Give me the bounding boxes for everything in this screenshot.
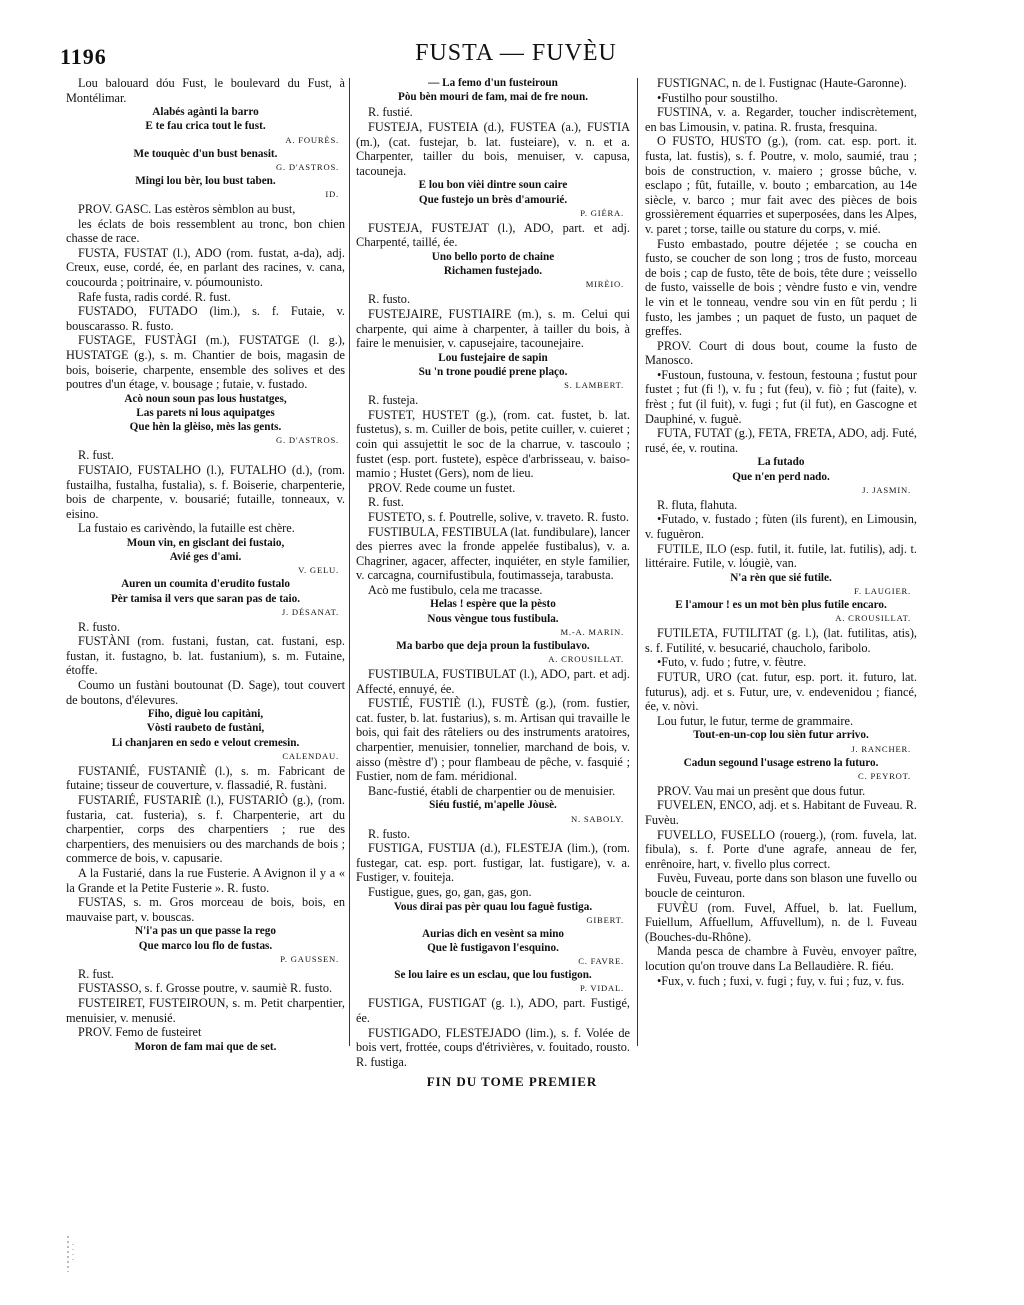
dictionary-entry: Rafe fusta, radis cordé. R. fust.: [78, 289, 231, 304]
dictionary-entry: FUSTIÉ, FUSTIÈ (l.), FUSTÈ (g.), (rom. fustier, cat. fuster, b. lat. fustarius), s. m. Artisan qui travaille le bois, qui fait des râteliers ou des instruments aratoires, charpentier, menuisier, tonnelier, marchand de bois, v. aisso (mèstre d') ; pour flambeau de pêche, v. fasquié ; Fustier, nom de fam. méridional.: [356, 696, 630, 784]
citation-author: J. JASMIN.: [862, 484, 911, 495]
citation-verse: E lou bon vièi dintre soun caire: [418, 179, 568, 192]
citation-verse: Richamen fustejado.: [443, 265, 543, 278]
dictionary-entry: FUSTIBULA, FESTIBULA (lat. fundibulare), lancer des pierres avec la fronde appelée fustibalus), v. a. Chagriner, agacer, affecter, inquiéter, en style familier, v. carcagna, cournifustibula, foutimasseja, tarabusta.: [356, 524, 630, 583]
dictionary-entry: •Futado, v. fustado ; fùten (ils furent), en Limousin, v. fuguèron.: [645, 512, 917, 542]
citation-author: ID.: [325, 189, 339, 199]
column-2: [356, 76, 630, 1069]
citation-verse: Lou fustejaire de sapin: [438, 351, 548, 364]
citation-verse: Que marco lou flo de fustas.: [138, 939, 273, 952]
citation-verse: E te fau crica tout le fust.: [145, 120, 266, 133]
dictionary-entry: Acò me fustibulo, cela me tracasse.: [368, 582, 543, 597]
dictionary-entry: PROV. Femo de fusteiret: [78, 1025, 202, 1040]
citation-author: P. VIDAL.: [579, 983, 624, 994]
dictionary-entry: FUSTADO, FUTADO (lim.), s. f. Futaie, v. bouscarasso. R. fusto.: [66, 304, 345, 333]
dictionary-entry: FUSTIGADO, FLESTEJADO (lim.), s. f. Volée de bois vert, frottée, coups d'étrivières, v. fouitado, rousto. R. fustiga.: [356, 1025, 630, 1069]
citation-verse: La futado: [757, 456, 805, 469]
citation-verse: Pèr tamisa il vers que saran pas de taio.: [110, 592, 301, 605]
citation-verse: N'a rèn que sié futile.: [730, 571, 832, 584]
citation-verse: Acò noun soun pas lous hustatges,: [124, 392, 287, 405]
dictionary-entry: R. fluta, flahuta.: [657, 497, 738, 512]
citation-verse: Las parets ni lous aquipatges: [136, 406, 275, 419]
dictionary-entry: Coumo un fustàni boutounat (D. Sage), tout couvert de boutons, d'élevures.: [66, 678, 345, 707]
margin-smudge: [62, 1234, 82, 1274]
dictionary-entry: FUTILE, ILO (esp. futil, it. futile, lat. futilis), adj. t. littéraire. Futile, v. lóugiè, van.: [645, 541, 917, 571]
dictionary-entry: FUVELEN, ENCO, adj. et s. Habitant de Fuveau. R. Fuvèu.: [645, 798, 917, 827]
dictionary-entry: FUSTIGA, FUSTIJA (d.), FLESTEJA (lim.), (rom. fustegar, cat. esp. port. fustigar, lat. fustigare), v. a. Fustiger, v. fouiteja.: [356, 841, 630, 885]
citation-verse: Pòu bèn mouri de fam, mai de fre noun.: [398, 91, 588, 104]
citation-verse: E l'amour ! es un mot bèn plus futile encaro.: [675, 599, 887, 612]
citation-verse: Li chanjaren en sedo e velout cremesin.: [111, 736, 300, 749]
dictionary-entry: R. fust.: [78, 448, 114, 463]
dictionary-entry: FUTILETA, FUTILITAT (g. l.), (lat. futilitas, atis), s. f. Futilité, v. besucarié, chaucholo, faribolo.: [645, 626, 917, 655]
dictionary-entry: PROV. Court di dous bout, coume la fusto de Manosco.: [645, 338, 917, 368]
citation-author: A. CROUSILLAT.: [835, 613, 911, 624]
citation-verse: Siéu fustié, m'apelle Jòusè.: [429, 799, 557, 812]
dictionary-entry: R. fusto.: [368, 292, 411, 307]
citation-author: M.-A. MARIN.: [560, 626, 624, 637]
citation-verse: N'i'a pas un que passe la rego: [135, 925, 276, 938]
dictionary-entry: FUSTIBULA, FUSTIBULAT (l.), ADO, part. et adj. Affecté, ennuyé, ée.: [356, 667, 630, 696]
citation-verse: Vòsti raubeto de fustàni,: [146, 722, 265, 735]
dictionary-entry: FUSTEJA, FUSTEJAT (l.), ADO, part. et adj. Charpenté, taillé, ée.: [356, 220, 630, 250]
column-1: [66, 76, 345, 1076]
citation-author: V. GELU.: [298, 565, 339, 576]
citation-verse: Moron de fam mai que de set.: [134, 1040, 277, 1053]
dictionary-entry: Manda pesca de chambre à Fuvèu, envoyer paître, locution qu'on trouve dans La Bellaudière. R. fiéu.: [645, 944, 917, 973]
citation-verse: Que fustejo un brès d'amourié.: [418, 193, 568, 206]
dictionary-entry: FUSTAGE, FUSTÀGI (m.), FUSTATGE (l. g.), HUSTATGE (g.), s. m. Chantier de bois, magasin de bois, boiserie, charpente, ensemble des solives et des poutres d'un étage, v. bousage ; futaie, v. fustado.: [66, 333, 345, 392]
end-of-volume-note: FIN DU TOME PREMIER: [426, 1074, 598, 1089]
citation-verse: Que hèn la glèiso, mès las gents.: [129, 421, 282, 434]
citation-verse: Me touquèc d'un bust benasit.: [133, 147, 278, 160]
citation-verse: Que lè fustigavon l'esquino.: [427, 942, 559, 954]
dictionary-entry: Lou futur, le futur, terme de grammaire.: [657, 713, 854, 728]
citation-verse: Helas ! espère que la pèsto: [430, 598, 556, 611]
dictionary-entry: FUSTAS, s. m. Gros morceau de bois, bois, en mauvaise part, v. bouscas.: [66, 895, 345, 924]
page-header: [60, 40, 972, 76]
dictionary-entry: Fuvèu, Fuveau, porte dans son blason une fuvello ou boucle de ceinturon.: [645, 871, 917, 900]
dictionary-entry: FUSTASSO, s. f. Grosse poutre, v. saumiè R. fusto.: [78, 981, 333, 996]
page-number: 1196: [60, 44, 107, 69]
citation-verse: Vous dirai pas pèr quau lou faguè fustiga.: [393, 900, 593, 913]
dictionary-entry: FUSTA, FUSTAT (l.), ADO (rom. fustat, a-da), adj. Creux, euse, cordé, ée, en parlant des racines, v. cana, coucourda ; poitrinaire, v. póumounisto.: [66, 245, 345, 289]
citation-verse: Mingi lou bèr, lou bust taben.: [135, 174, 276, 187]
dictionary-entry: •Fustoun, fustouna, v. festoun, festouna ; fustut pour fustet ; fut (fi !), v. fu ; fut (feu), v. fiò ; fut (faite), v. frèst ; fut (il fuit), v. fugi ; fut (il fut), en Gascogne et Dauphiné, v. fuguè.: [645, 367, 917, 426]
column-3: [645, 76, 917, 1076]
dictionary-entry: FUSTAIO, FUSTALHO (l.), FUTALHO (d.), (rom. fustailha, fustalha, fustalia), s. f. Boiserie, charpenterie, bois de charpente, v. bousarié; futaille, tonneaux, v. eisino.: [66, 462, 345, 521]
citation-author: S. LAMBERT.: [564, 380, 624, 391]
citation-verse: Ma barbo que deja proun la fustibulavo.: [396, 639, 590, 652]
citation-author: A. FOURÈS.: [285, 134, 339, 145]
citation-author: A. CROUSILLAT.: [548, 654, 624, 665]
citation-verse: Se lou laire es un esclau, que lou fustigon.: [394, 969, 592, 982]
dictionary-entry: R. fusto.: [78, 619, 121, 634]
dictionary-entry: PROV. Vau mai un presènt que dous futur.: [657, 783, 866, 798]
citation-verse: Moun vin, en gisclant dei fustaio,: [126, 536, 285, 549]
dictionary-entry: FUSTEJAIRE, FUSTIAIRE (m.), s. m. Celui qui charpente, qui aime à charpenter, à tailler du bois, à faire le menuisier, v. capusejaire, tacounejaire.: [356, 306, 630, 351]
dictionary-entry: R. fust.: [368, 495, 404, 510]
citation-author: MIRÈIO.: [585, 279, 624, 290]
citation-verse: Auren un coumita d'erudito fustalo: [121, 578, 290, 591]
dictionary-entry: FUSTEIRET, FUSTEIROUN, s. m. Petit charpentier, menuisier, v. menusié.: [66, 996, 345, 1025]
citation-verse: Que n'en perd nado.: [732, 470, 830, 483]
citation-author: CALENDAU.: [282, 750, 339, 761]
dictionary-entry: R. fusto.: [368, 826, 411, 841]
dictionary-entry: •Fustilho pour soustilho.: [657, 90, 778, 105]
dictionary-entry: R. fusteja.: [368, 393, 419, 408]
citation-verse: — La femo d'un fusteiroun: [428, 77, 558, 89]
citation-author: GIBERT.: [586, 914, 624, 925]
dictionary-entry: FUSTÀNI (rom. fustani, fustan, cat. fustani, esp. fustan, it. fustagno, b. lat. fustanium), s. m. Futaine, étoffe.: [66, 634, 345, 678]
dictionary-entry: les éclats de bois ressemblent au tronc, bon chien chasse de race.: [66, 216, 345, 246]
citation-author: N. SABOLY.: [570, 813, 624, 824]
dictionary-entry: Lou balouard dóu Fust, le boulevard du Fust, à Montélimar.: [66, 76, 345, 105]
dictionary-entry: FUVELLO, FUSELLO (rouerg.), (rom. fuvela, lat. fibula), s. f. Porte d'une agrafe, anneau de fer, enrênoire, hart, v. fivello plus correct.: [645, 827, 917, 871]
column-rule-left: [349, 78, 350, 1046]
running-head: FUSTA — FUVÈU: [415, 40, 617, 66]
dictionary-entry: PROV. GASC. Las estèros sèmblon au bust,: [78, 202, 296, 216]
citation-author: G. D'ASTROS.: [276, 161, 339, 172]
dictionary-entry: FUSTET, HUSTET (g.), (rom. cat. fustet, b. lat. fustetus), s. m. Cuiller de bois, petite cuiller, v. cuieret ; coin qui assujettit le soc de la charrue, v. tascoulo ; fustet (esp. port. fustete), espèce d'arbrisseau, v. baiso-mamio ; Hustet (Gers), nom de lieu.: [356, 407, 630, 481]
citation-author: G. D'ASTROS.: [276, 435, 339, 446]
citation-author: F. LAUGIER.: [853, 586, 911, 597]
dictionary-entry: FUTA, FUTAT (g.), FETA, FRETA, ADO, adj. Futé, rusé, ée, v. routina.: [645, 426, 917, 455]
dictionary-entry: FUSTIGNAC, n. de l. Fustignac (Haute-Garonne).: [657, 76, 907, 90]
citation-author: P. GIÉRA.: [580, 207, 624, 218]
dictionary-entry: Banc-fustié, établi de charpentier ou de menuisier.: [368, 783, 616, 798]
dictionary-entry: FUTUR, URO (cat. futur, esp. port. it. futuro, lat. futurus), adj. et s. Futur, ure, v. endevenidou ; fiancé, ée, v. nòvi.: [645, 670, 917, 714]
dictionary-entry: R. fustié.: [368, 105, 413, 120]
dictionary-entry: FUSTETO, s. f. Poutrelle, solive, v. traveto. R. fusto.: [368, 509, 629, 524]
dictionary-entry: FUSTIGA, FUSTIGAT (g. l.), ADO, part. Fustigé, ée.: [356, 996, 630, 1025]
dictionary-entry: PROV. Rede coume un fustet.: [368, 480, 516, 495]
citation-verse: Uno bello porto de chaine: [431, 250, 555, 263]
citation-verse: Fiho, diguè lou capitàni,: [147, 708, 264, 721]
dictionary-entry: •Fux, v. fuch ; fuxi, v. fugi ; fuy, v. fui ; fuz, v. fus.: [657, 973, 905, 988]
citation-verse: Avié ges d'ami.: [169, 551, 242, 564]
dictionary-entry: FUSTANIÉ, FUSTANIÈ (l.), s. m. Fabricant de futaine; tisseur de couverture, v. flassadié, R. fustàni.: [66, 763, 345, 793]
citation-author: C. FAVRE.: [578, 956, 624, 967]
dictionary-entry: O FUSTO, HUSTO (g.), (rom. cat. esp. port. it. fusta, lat. fustis), s. f. Poutre, v. molo, saumié, trau ; bois de construction, v. maiero ; grosse bûche, v. esclapo ; fût, futaille, v. bouto ; embarcation, au 14e siècle, v. barco ; mur fait avec des pièces de bois grossièrement équarries et superposées, dans les Alpes, v. paret ; torse, taille ou stature du corps, v. mié.: [645, 134, 917, 236]
dictionary-entry: FUSTINA, v. a. Regarder, toucher indiscrètement, en bas Limousin, v. patina. R. frusta, fresquina.: [645, 105, 917, 134]
dictionary-entry: A la Fustarié, dans la rue Fusterie. A Avignon il y a « la Grande et la Petite Fusterie ». R. fusto.: [66, 866, 345, 895]
citation-verse: Aurias dich en vesènt sa mino: [421, 927, 565, 940]
dictionary-entry: FUSTARIÉ, FUSTARIÈ (l.), FUSTARIÒ (g.), (rom. fustaria, cat. fusteria), s. f. Charpenterie, art du charpentier, corps des charpentiers ; rue des charpentiers, des menuisiers ou des marchands de bois ; commerce de bois, v. capusarie.: [66, 793, 345, 866]
citation-verse: Alabés agànti la barro: [152, 106, 259, 119]
dictionary-entry: FUSTEJA, FUSTEIA (d.), FUSTEA (a.), FUSTIA (m.), (cat. fustejar, b. lat. fusteiare), v. n. et a. Charpenter, tailler du bois, menuiser, v. capusa, tacouneja.: [356, 120, 630, 178]
citation-author: J. DÉSANAT.: [281, 606, 339, 617]
dictionary-entry: R. fust.: [78, 966, 114, 981]
citation-author: J. RANCHER.: [851, 743, 911, 754]
citation-author: C. PEYROT.: [858, 770, 911, 781]
citation-verse: Tout-en-un-cop lou sièn futur arrivo.: [693, 729, 869, 742]
citation-verse: Cadun segound l'usage estreno la futuro.: [683, 756, 879, 769]
dictionary-entry: La fustaio es carivèndo, la futaille est chère.: [78, 521, 295, 536]
dictionary-entry: •Futo, v. fudo ; futre, v. fèutre.: [657, 655, 807, 670]
citation-verse: Nous vèngue tous fustibula.: [427, 612, 559, 625]
citation-author: P. GAUSSEN.: [280, 953, 339, 964]
dictionary-entry: Fustigue, gues, go, gan, gas, gon.: [368, 885, 532, 899]
column-rule-right: [637, 78, 638, 1046]
dictionary-entry: FUVÈU (rom. Fuvel, Affuel, b. lat. Fuellum, Fuiellum, Affuellum, Affuvellum), n. de l. Fuveau (Bouches-du-Rhône).: [645, 900, 917, 944]
citation-verse: Su 'n trone poudié prene plaço.: [418, 365, 568, 378]
dictionary-entry: Fusto embastado, poutre déjetée ; se coucha en fusto, se coucher de son long ; tros de fusto, morceau de bois ; cap de fusto, tête de bois, tête dure ; veissello de fusto, vaisselle de bois ; vèndre fusto e vin, vendre le vin et le tonneau, vendre sou vin en fût perdu ; li fusto, les jambes ; un paquet de fusto, un paquet de greffes.: [645, 236, 917, 339]
